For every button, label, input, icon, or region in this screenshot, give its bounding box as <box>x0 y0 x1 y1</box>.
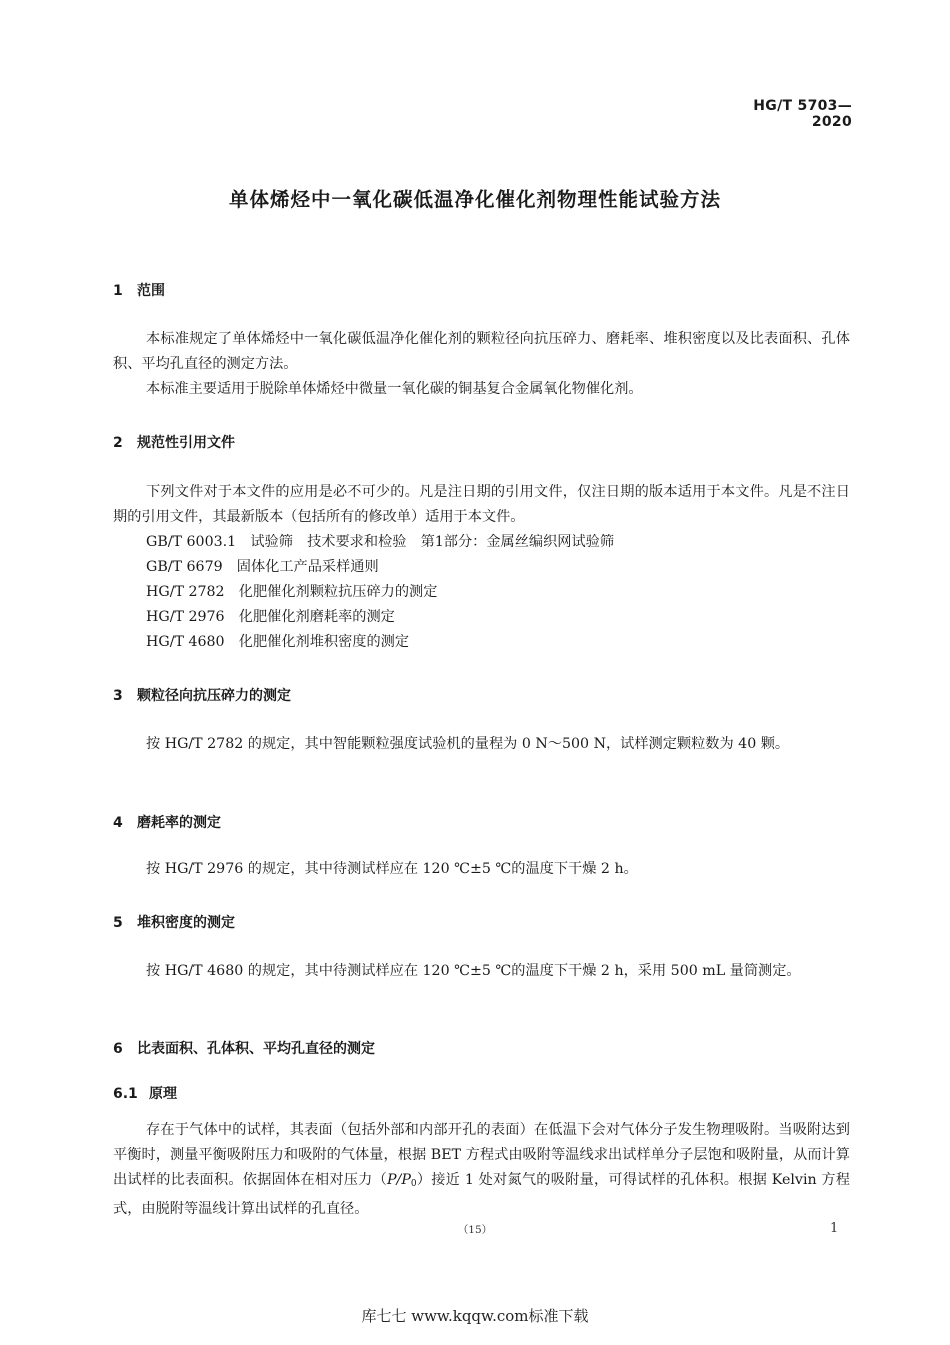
section-title: 比表面积、孔体积、平均孔直径的测定 <box>137 1041 375 1057</box>
reference-item: HG/T 2782 化肥催化剂颗粒抗压碎力的测定 <box>146 584 438 600</box>
section-4-paragraph: 按 HG/T 2976 的规定，其中待测试样应在 120 ℃±5 ℃的温度下干燥 2 h。 <box>146 861 638 877</box>
reference-item: GB/T 6003.1 试验筛 技术要求和检验 第1部分：金属丝编织网试验筛 <box>146 534 615 550</box>
pressure-ratio-subscript: 0 <box>410 1179 417 1189</box>
page-number: 1 <box>830 1221 839 1236</box>
paragraph-text: 存在于气体中的试样，其表面（包括外部和内部开孔的表面）在低温下会对气体分子发生物理吸附。当吸附达到平衡时，测量平衡吸附压力和吸附的气体量，根据 BET 方程式由吸附等温线求出试样单分子层饱和吸附量，从而计算出试样的比表面积。依据固体在相对压力（ <box>113 1122 850 1188</box>
section-number: 1 <box>113 283 123 299</box>
pressure-ratio: P/P <box>387 1172 411 1188</box>
section-number: 6 <box>113 1041 123 1057</box>
section-title: 原理 <box>149 1086 177 1102</box>
section-5-heading <box>113 912 235 932</box>
section-3-heading <box>113 685 291 705</box>
reference-item: HG/T 4680 化肥催化剂堆积密度的测定 <box>146 634 410 650</box>
document-title: 单体烯烃中一氧化碳低温净化催化剂物理性能试验方法 <box>228 188 721 211</box>
section-number: 2 <box>113 435 123 451</box>
reference-item: HG/T 2976 化肥催化剂磨耗率的测定 <box>146 609 395 625</box>
section-4-heading <box>113 812 221 832</box>
paragraph-text: ）接近 1 处对氮气的吸附量，可得试样的孔体积。根据 Kelvin 方程式，由脱附等温线计算出试样的孔直径。 <box>113 1172 850 1217</box>
section-title: 规范性引用文件 <box>137 435 235 451</box>
section-number: 4 <box>113 815 123 831</box>
section-2-paragraph: 下列文件对于本文件的应用是必不可少的。凡是注日期的引用文件，仅注日期的版本适用于本文件。凡是不注日期的引用文件，其最新版本（包括所有的修改单）适用于本文件。 <box>113 484 850 525</box>
section-title: 堆积密度的测定 <box>137 915 235 931</box>
section-title: 磨耗率的测定 <box>137 815 221 831</box>
site-watermark: 库七七 www.kqqw.com标准下载 <box>361 1307 589 1325</box>
section-2-heading <box>113 432 235 452</box>
section-number: 5 <box>113 915 123 931</box>
section-6-heading <box>113 1038 375 1058</box>
section-3-paragraph: 按 HG/T 2782 的规定，其中智能颗粒强度试验机的量程为 0 N～500 N，试样测定颗粒数为 40 颗。 <box>146 736 790 752</box>
section-1-paragraph-2: 本标准主要适用于脱除单体烯烃中微量一氧化碳的铜基复合金属氧化物催化剂。 <box>146 381 643 397</box>
section-1-paragraph-1: 本标准规定了单体烯烃中一氧化碳低温净化催化剂的颗粒径向抗压碎力、磨耗率、堆积密度以及比表面积、孔体积、平均孔直径的测定方法。 <box>113 331 850 372</box>
standard-code: HG/T 5703—2020 <box>753 98 852 130</box>
section-number: 3 <box>113 688 123 704</box>
page-mark: （15） <box>457 1224 493 1236</box>
section-number: 6.1 <box>113 1086 138 1102</box>
section-6-1-paragraph <box>113 1118 850 1222</box>
section-6-1-heading <box>113 1083 177 1103</box>
section-title: 颗粒径向抗压碎力的测定 <box>137 688 291 704</box>
section-title: 范围 <box>137 283 165 299</box>
section-5-paragraph: 按 HG/T 4680 的规定，其中待测试样应在 120 ℃±5 ℃的温度下干燥 2 h，采用 500 mL 量筒测定。 <box>146 963 801 979</box>
reference-item: GB/T 6679 固体化工产品采样通则 <box>146 559 379 575</box>
section-1-heading <box>113 280 165 300</box>
